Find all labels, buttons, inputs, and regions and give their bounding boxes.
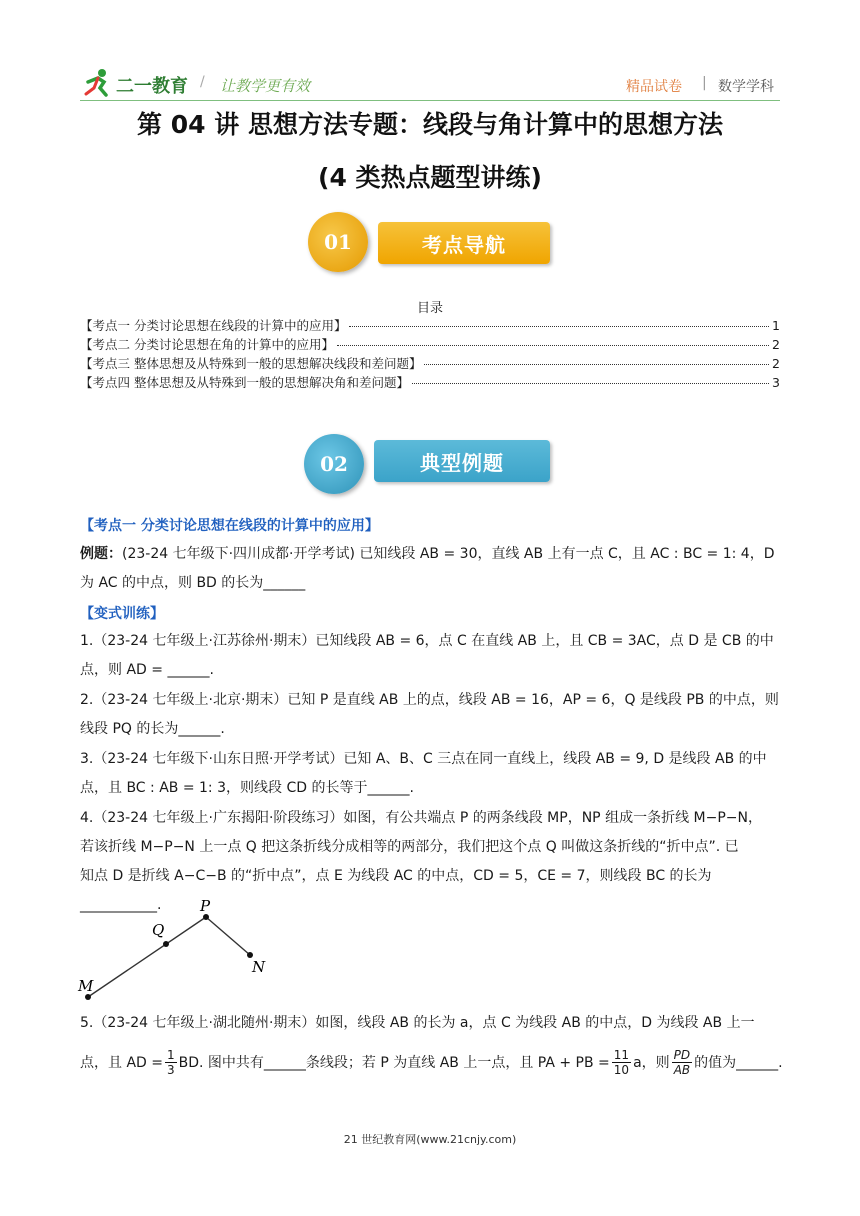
fraction-eleven-tenths — [612, 1048, 631, 1077]
toc-item-label: 【考点四 整体思想及从特殊到一般的思想解决角和差问题】 — [80, 375, 409, 390]
q5-line-1: 5.（23-24 七年级上·湖北随州·期末）如图，线段 AB 的长为 a，点 C 为线段 AB 的中点，D 为线段 AB 上一 — [80, 1015, 755, 1031]
q5-text-c: a，则 — [633, 1055, 670, 1071]
q5-text-a: 点，且 AD = — [80, 1055, 163, 1071]
example-question — [80, 540, 780, 598]
header — [78, 68, 782, 100]
section-badge-01 — [308, 212, 554, 276]
fraction-pd-ab — [672, 1048, 692, 1077]
toc-leader — [337, 345, 769, 346]
q4-line-3: 知点 D 是折线 A−C−B 的“折中点”，点 E 为线段 AC 的中点，CD = 5，CE = 7，则线段 BC 的长为___________. — [80, 868, 712, 913]
question-3 — [80, 745, 780, 803]
badge-01-label: 考点导航 — [378, 222, 550, 264]
q1-line-1: 1.（23-24 七年级上·江苏徐州·期末）已知线段 AB = 6，点 C 在直线 AB 上，且 CB = 3AC，点 D 是 CB 的中 — [80, 633, 774, 649]
badge-01-number: 01 — [308, 212, 368, 272]
toc-item-label: 【考点二 分类讨论思想在角的计算中的应用】 — [80, 337, 334, 352]
header-separator: / — [200, 74, 205, 90]
page-subtitle: (4 类热点题型讲练) — [318, 163, 542, 192]
header-divider: | — [702, 75, 707, 91]
toc-item-page: 2 — [772, 356, 780, 371]
q2-line-2: 线段 PQ 的长为______. — [80, 721, 225, 737]
toc-leader — [349, 326, 769, 327]
fraction-num: PD — [673, 1047, 691, 1062]
variant-heading: 【变式训练】 — [80, 606, 164, 622]
polyline-figure — [72, 895, 272, 1005]
toc-item[interactable] — [80, 316, 780, 334]
logo-text: 二一教育 — [116, 76, 188, 97]
badge-02-label: 典型例题 — [374, 440, 550, 482]
q3-line-1: 3.（23-24 七年级下·山东日照·开学考试）已知 A、B、C 三点在同一直线上，线段 AB = 9, D 是线段 AB 的中 — [80, 751, 767, 767]
question-5 — [80, 1009, 780, 1038]
point-Q — [163, 941, 169, 947]
toc-item-page: 3 — [772, 375, 780, 390]
fraction-den: 10 — [613, 1062, 630, 1077]
example-line-1 — [80, 540, 780, 569]
header-rule — [80, 100, 780, 101]
q4-line-1: 4.（23-24 七年级上·广东揭阳·阶段练习）如图，有公共端点 P 的两条线段 MP，NP 组成一条折线 M−P−N， — [80, 810, 762, 826]
q5-text-d: 的值为______. — [694, 1055, 783, 1071]
header-tag-left: 精品试卷 — [626, 79, 682, 95]
page-title: 第 04 讲 思想方法专题：线段与角计算中的思想方法 — [137, 110, 723, 139]
runner-logo-icon — [82, 68, 114, 98]
toc-item-label: 【考点一 分类讨论思想在线段的计算中的应用】 — [80, 318, 347, 333]
header-slogan: 让教学更有效 — [220, 77, 311, 95]
fraction-num: 11 — [613, 1047, 630, 1062]
q3-line-2: 点，且 BC : AB = 1: 3，则线段 CD 的长等于______. — [80, 780, 414, 796]
badge-02-number: 02 — [304, 434, 364, 494]
label-M: M — [78, 977, 94, 995]
q4-line-2: 若该折线 M−P−N 上一点 Q 把这条折线分成相等的两部分，我们把这个点 Q 叫做这条折线的“折中点”. 已 — [80, 839, 739, 855]
segment-MP — [88, 917, 206, 997]
q5-text-b: BD. 图中共有______条线段；若 P 为直线 AB 上一点，且 PA + PB = — [178, 1055, 610, 1071]
q5-line-2 — [80, 1042, 783, 1082]
fraction-num: 1 — [167, 1047, 175, 1062]
example-text-1: (23-24 七年级下·四川成都·开学考试) 已知线段 AB = 30，直线 AB 上有一点 C，且 AC : BC = 1: 4，D — [122, 546, 775, 562]
fraction-den: AB — [673, 1062, 691, 1077]
label-N: N — [252, 958, 266, 976]
fraction-den: 3 — [167, 1062, 175, 1077]
segment-PN — [206, 917, 250, 955]
toc-item[interactable] — [80, 373, 780, 391]
toc-item[interactable] — [80, 354, 780, 372]
example-label: 例题： — [80, 546, 122, 562]
toc-item-page: 2 — [772, 337, 780, 352]
fraction-one-third — [165, 1048, 177, 1077]
question-1 — [80, 627, 780, 685]
header-tag-right: 数学学科 — [718, 79, 774, 95]
q2-line-1: 2.（23-24 七年级上·北京·期末）已知 P 是直线 AB 上的点，线段 AB = 16，AP = 6，Q 是线段 PB 的中点，则 — [80, 692, 779, 708]
q1-line-2: 点，则 AD = ______. — [80, 662, 214, 678]
example-line-2: 为 AC 的中点，则 BD 的长为______ — [80, 575, 306, 591]
toc-item[interactable] — [80, 335, 780, 353]
toc-leader — [424, 364, 769, 365]
label-P: P — [200, 897, 211, 915]
label-Q: Q — [152, 921, 165, 939]
toc-item-page: 1 — [772, 318, 780, 333]
toc-leader — [412, 383, 769, 384]
toc-item-label: 【考点三 整体思想及从特殊到一般的思想解决线段和差问题】 — [80, 356, 422, 371]
question-2 — [80, 686, 780, 744]
section-heading: 【考点一 分类讨论思想在线段的计算中的应用】 — [80, 518, 379, 534]
toc-heading: 目录 — [416, 301, 443, 316]
section-badge-02 — [304, 434, 554, 498]
page-footer: 21 世纪教育网(www.21cnjy.com) — [343, 1133, 517, 1146]
